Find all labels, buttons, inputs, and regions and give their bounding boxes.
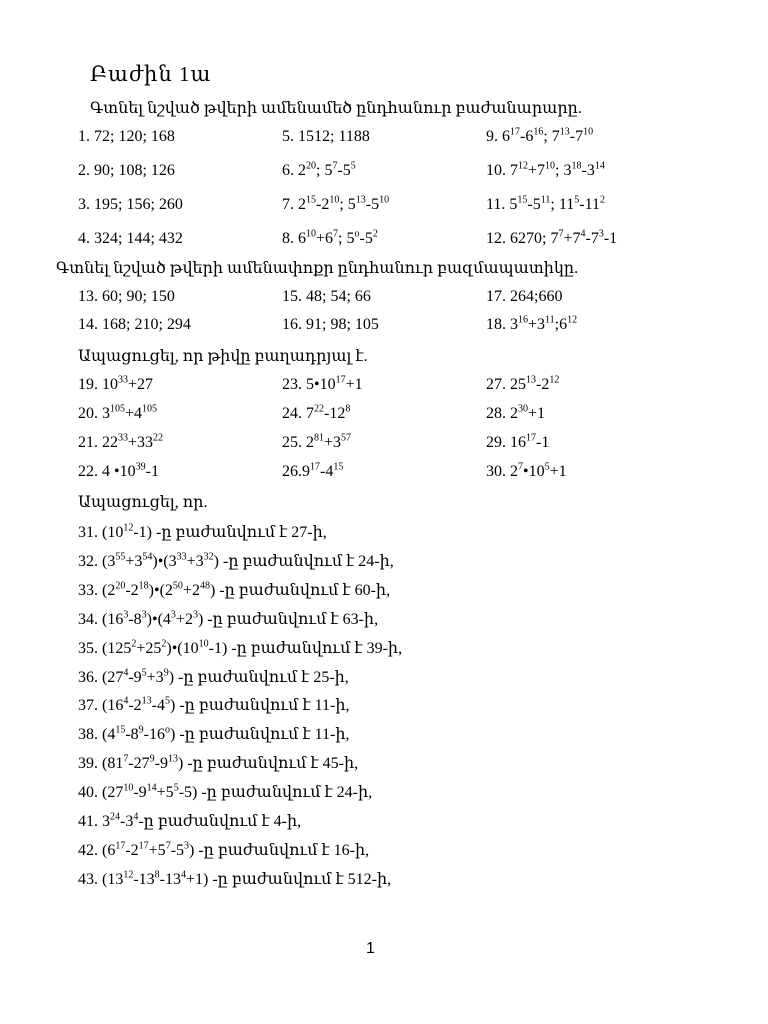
problem-item: 7. $2^{15}-2^{10}$; $5^{13}-5^{10}$ [282,194,390,213]
problem-item: 23. $5•10^{17}+1$ [282,374,363,393]
problem-item: 10. $7^{12}+7^{10}$; $3^{18}-3^{14}$ [486,160,605,179]
lcm-row [0,288,768,316]
problem-item: 1. 72; 120; 168 [78,128,175,145]
composite-row [0,434,768,462]
lcm-row [0,316,768,344]
problem-item: 37. $(16^4-2^{13}-4^5)$ -ը բաժանվում է 11-ի, [78,696,350,715]
prove-instruction: Ապացուցել, որ. [78,494,208,511]
problem-item: 14. 168; 210; 294 [78,316,191,333]
problem-item: 30. $2^7•10^5+1$ [486,461,567,480]
problem-item: 16. 91; 98; 105 [282,316,379,333]
problem-item: 3. 195; 156; 260 [78,196,183,213]
gcd-row [0,128,768,156]
composite-row [0,376,768,404]
gcd-row [0,196,768,224]
composite-row [0,463,768,491]
problem-item: 35. $(125^2+25^2)•(10^{10}-1)$ -ը բաժանվում է 39-ի, [78,638,403,657]
composite-instruction: Ապացուցել, որ թիվը բաղադրյալ է. [78,348,368,365]
gcd-instruction: Գտնել նշված թվերի ամենամեծ ընդհանուր բաժանարարը. [90,100,582,117]
problem-item: 6. $2^{20}$; $5^7-5^5$ [282,160,356,179]
section-title: Բաժին 1ա [90,62,212,86]
problem-item: 34. $(16^3-8^3)•(4^3+2^3)$ -ը բաժանվում է 63-ի, [78,609,379,628]
problem-item: $26.9^{17}-4^{15}$ [282,461,344,480]
problem-item: 42. $(6^{17}-2^{17}+5^7-5^3)$ -ը բաժանվում է 16-ի, [78,840,370,859]
problem-item: 32. $(3^{55}+3^{54})•(3^{33}+3^{32})$ -ը բաժանվում է 24-ի, [78,551,394,570]
problem-item: 29. $16^{17}-1$ [486,432,550,451]
problem-item: 28. $2^{30}+1$ [486,403,546,422]
problem-item: 27. $25^{13}-2^{12}$ [486,374,560,393]
problem-item: 43. $(13^{12}-13^8-13^4+1)$ -ը բաժանվում է 512-ի, [78,869,392,888]
problem-item: 15. 48; 54; 66 [282,288,371,305]
problem-item: 13. 60; 90; 150 [78,288,175,305]
problem-item: 2. 90; 108; 126 [78,162,175,179]
problem-item: 39. $(81^7-27^9-9^{13})$ -ը բաժանվում է 45-ի, [78,753,359,773]
page-number: 1 [366,940,375,957]
problem-item: 17. 264;660 [486,288,563,305]
problem-item: 4. 324; 144; 432 [78,230,183,247]
gcd-row [0,230,768,258]
problem-item: 12. 6270; $7^7+7^4-7^3-1$ [486,228,618,247]
problem-item: 22. 4 $•10^{39}-1$ [78,461,159,480]
problem-item: 11. $5^{15}-5^{11}$; $11^5-11^2$ [486,194,605,213]
problem-item: 9. $6^{17}-6^{16}$; $7^{13}-7^{10}$ [486,126,594,145]
problem-item: 5. 1512; 1188 [282,128,370,145]
problem-item: 8. $6^{10}+6^7$; $5^o-5^2$ [282,228,378,247]
problem-item: 19. $10^{33}+27$ [78,374,154,393]
problem-item: 21. $22^{33}+33^{22}$ [78,432,164,451]
problem-item: 18. $3^{16}+3^{11};6^{12}$ [486,314,578,333]
problem-item: 33. $(2^{20}-2^{18})•(2^{50}+2^{48})$ -ը բաժանվում է 60-ի, [78,580,391,599]
problem-item: 25. $2^{81}+3^{57}$ [282,432,352,451]
problem-item: 20. $3^{105}+4^{105}$ [78,403,158,422]
composite-row [0,405,768,433]
problem-item: 38. $(4^{15}-8^9-16^o)$ -ը բաժանվում է 11-ի, [78,724,350,744]
lcm-instruction: Գտնել նշված թվերի ամենափոքր ընդհանուր բազմապատիկը. [56,260,579,277]
problem-item: 36. $(27^4-9^5+3^9)$ -ը բաժանվում է 25-ի, [78,667,349,686]
problem-item: 24. $7^{22}-12^8$ [282,403,351,422]
problem-item: 31. $(10^{12}-1)$ -ը բաժանվում է 27-ի, [78,522,327,541]
problem-item: 40. $(27^{10}-9^{14}+5^5-5)$ -ը բաժանվում է 24-ի, [78,782,373,802]
gcd-row [0,162,768,190]
problem-item: 41. $3^{24}-3^4-ը$ բաժանվում է 4-ի, [78,811,302,830]
